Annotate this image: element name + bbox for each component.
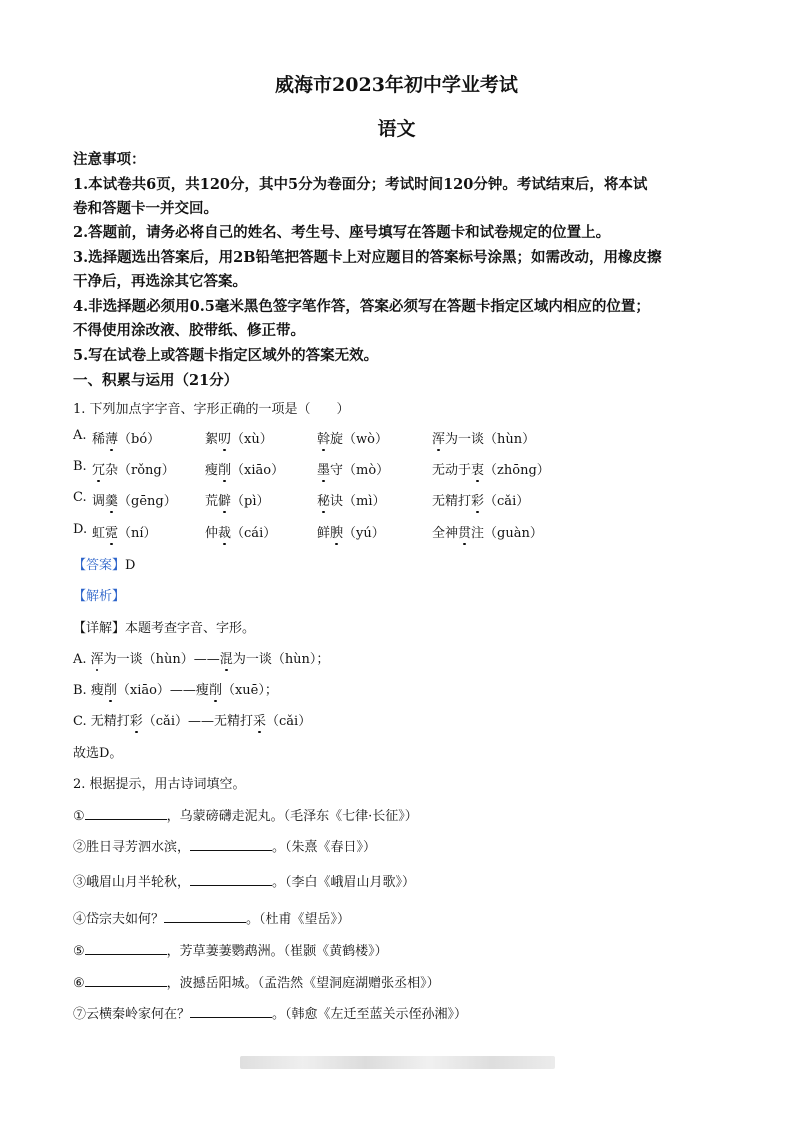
poem-fill-line xyxy=(73,908,350,927)
option-label: C. xyxy=(73,490,87,505)
word-part: 稀 xyxy=(92,432,106,447)
word-part: 为一谈（hùn）—— xyxy=(103,652,220,667)
word-part: 荒 xyxy=(205,494,219,509)
option-word xyxy=(92,490,177,509)
option-word xyxy=(432,522,543,541)
option-word xyxy=(432,428,535,447)
answer-blank[interactable] xyxy=(85,807,167,820)
dotted-char: 削 xyxy=(104,679,117,698)
word-part: 瘦 xyxy=(90,683,104,698)
option-word xyxy=(317,522,385,541)
analysis-tag: 【解析】 xyxy=(73,589,126,604)
option-label: A. xyxy=(73,428,87,443)
question-1-stem: 1. 下列加点字字音、字形正确的一项是（ ） xyxy=(73,402,350,417)
word-part: 杂（rǒng） xyxy=(105,463,175,478)
dotted-char: 混 xyxy=(220,648,233,667)
dotted-char: 叨 xyxy=(218,428,231,447)
word-part: 无精打 xyxy=(90,714,130,729)
notice-line: 1.本试卷共6页，共120分，其中5分为卷面分；考试时间120分钟。考试结束后，将本试 xyxy=(73,176,648,193)
option-label: D. xyxy=(73,522,88,537)
subject-title: 语文 xyxy=(377,118,416,140)
detail-text: 本题考查字音、字形。 xyxy=(125,621,256,636)
word-part: 虹 xyxy=(92,526,106,541)
word-part: （xiāo） xyxy=(231,463,285,478)
blurred-footer-watermark xyxy=(240,1056,555,1069)
dotted-char: 彩 xyxy=(471,490,484,509)
word-part: （bó） xyxy=(118,432,161,447)
correction-line xyxy=(73,648,329,667)
word-part: 注（guàn） xyxy=(471,526,543,541)
poem-fill-line xyxy=(73,1003,467,1022)
option-word xyxy=(317,459,389,478)
poem-text: ，波撼岳阳城。（孟浩然《望洞庭湖赠张丞相》） xyxy=(166,976,440,991)
dotted-char: 斡 xyxy=(317,428,330,447)
correction-label: A. xyxy=(73,652,91,667)
word-part: （yú） xyxy=(343,526,385,541)
poem-text: ③峨眉山月半轮秋， xyxy=(73,875,191,890)
word-part: 絮 xyxy=(205,432,219,447)
detail-line xyxy=(73,617,255,636)
answer-blank[interactable] xyxy=(164,910,246,923)
word-part: 无精打 xyxy=(432,494,472,509)
poem-fill-line xyxy=(73,871,415,890)
conclusion: 故选D。 xyxy=(73,746,123,761)
option-word xyxy=(205,459,284,478)
poem-fill-line xyxy=(73,836,376,855)
word-part: （pì） xyxy=(231,494,270,509)
dotted-char: 贯 xyxy=(458,522,471,541)
poem-fill-line xyxy=(73,972,440,991)
poem-text: 。（李白《峨眉山月歌》） xyxy=(272,875,416,890)
notice-line: 干净后，再选涂其它答案。 xyxy=(73,273,247,290)
word-part: 无动于 xyxy=(432,463,472,478)
option-word xyxy=(432,459,550,478)
word-part: 为一谈（hùn） xyxy=(445,432,536,447)
word-part: （gēng） xyxy=(118,494,177,509)
word-part: （cǎi）——无精打 xyxy=(142,714,253,729)
answer-value: D xyxy=(125,558,136,573)
dotted-char: 削 xyxy=(218,459,231,478)
word-part: 调 xyxy=(92,494,106,509)
correction-line xyxy=(73,710,311,729)
word-part: （xuē）； xyxy=(221,683,278,698)
question-2-stem: 2. 根据提示，用古诗词填空。 xyxy=(73,777,246,792)
option-word xyxy=(92,522,157,541)
word-part: （cái） xyxy=(231,526,277,541)
notice-line: 不得使用涂改液、胶带纸、修正带。 xyxy=(73,322,305,339)
answer-line xyxy=(73,554,135,573)
correction-line xyxy=(73,679,278,698)
detail-tag: 【详解】 xyxy=(73,621,126,636)
option-word xyxy=(205,522,276,541)
dotted-char: 冗 xyxy=(92,459,105,478)
poem-text: 。（韩愈《左迁至蓝关示侄孙湘》） xyxy=(272,1007,468,1022)
notice-line: 4.非选择题必须用0.5毫米黑色签字笔作答，答案必须写在答题卡指定区域内相应的位置； xyxy=(73,298,650,315)
option-word xyxy=(92,428,160,447)
dotted-char: 浑 xyxy=(432,428,445,447)
option-word xyxy=(92,459,175,478)
option-word xyxy=(432,490,529,509)
word-part: 全神 xyxy=(432,526,459,541)
dotted-char: 衷 xyxy=(471,459,484,478)
dotted-char: 墨 xyxy=(317,459,330,478)
dotted-char: 裁 xyxy=(218,522,231,541)
option-label: B. xyxy=(73,459,87,474)
correction-label: C. xyxy=(73,714,91,729)
word-part: （ní） xyxy=(118,526,157,541)
notice-line: 5.写在试卷上或答题卡指定区域外的答案无效。 xyxy=(73,347,379,364)
dotted-char: 薄 xyxy=(105,428,118,447)
answer-blank[interactable] xyxy=(190,1005,272,1018)
dotted-char: 霓 xyxy=(105,522,118,541)
option-word xyxy=(317,490,386,509)
option-word xyxy=(205,490,270,509)
poem-text: ⑥ xyxy=(73,976,85,991)
poem-text: ① xyxy=(73,809,85,824)
notice-heading: 注意事项： xyxy=(73,151,146,168)
dotted-char: 秘 xyxy=(317,490,330,509)
word-part: （xiāo）——瘦 xyxy=(116,683,209,698)
word-part: 鲜 xyxy=(317,526,331,541)
poem-text: ⑦云横秦岭家何在？ xyxy=(73,1007,191,1022)
answer-tag: 【答案】 xyxy=(73,558,126,573)
answer-blank[interactable] xyxy=(190,873,272,886)
dotted-char: 腴 xyxy=(330,522,343,541)
poem-text: 。（杜甫《望岳》） xyxy=(246,912,351,927)
option-word xyxy=(317,428,388,447)
poem-fill-line xyxy=(73,940,388,959)
poem-text: ，乌蒙磅礴走泥丸。（毛泽东《七律·长征》） xyxy=(166,809,418,824)
notice-line: 2.答题前，请务必将自己的姓名、考生号、座号填写在答题卡和试卷规定的位置上。 xyxy=(73,224,611,241)
correction-label: B. xyxy=(73,683,91,698)
dotted-char: 浑 xyxy=(91,648,104,667)
word-part: （cǎi） xyxy=(266,714,312,729)
word-part: （xù） xyxy=(231,432,273,447)
option-word xyxy=(205,428,273,447)
exam-title: 威海市2023年初中学业考试 xyxy=(275,74,518,96)
word-part: 仲 xyxy=(205,526,219,541)
word-part: 诀（mì） xyxy=(330,494,386,509)
word-part: 为一谈（hùn）； xyxy=(232,652,330,667)
word-part: 守（mò） xyxy=(330,463,390,478)
poem-text: ，芳草萋萋鹦鹉洲。（崔颢《黄鹤楼》） xyxy=(166,944,388,959)
word-part: 瘦 xyxy=(205,463,219,478)
dotted-char: 僻 xyxy=(218,490,231,509)
dotted-char: 采 xyxy=(253,710,266,729)
poem-fill-line xyxy=(73,805,418,824)
answer-blank[interactable] xyxy=(190,838,272,851)
dotted-char: 削 xyxy=(209,679,222,698)
notice-line: 卷和答题卡一并交回。 xyxy=(73,200,218,217)
dotted-char: 羹 xyxy=(105,490,118,509)
word-part: （zhōng） xyxy=(484,463,550,478)
notice-line: 3.选择题选出答案后，用2B铅笔把答题卡上对应题目的答案标号涂黑；如需改动，用橡皮擦 xyxy=(73,249,662,266)
poem-text: ②胜日寻芳泗水滨， xyxy=(73,840,191,855)
section-heading: 一、积累与运用（21分） xyxy=(73,372,239,389)
dotted-char: 彩 xyxy=(130,710,143,729)
answer-blank[interactable] xyxy=(85,942,167,955)
poem-text: ⑤ xyxy=(73,944,85,959)
answer-blank[interactable] xyxy=(85,974,167,987)
poem-text: 。（朱熹《春日》） xyxy=(272,840,377,855)
word-part: （cǎi） xyxy=(484,494,530,509)
poem-text: ④岱宗夫如何？ xyxy=(73,912,165,927)
word-part: 旋（wò） xyxy=(330,432,388,447)
